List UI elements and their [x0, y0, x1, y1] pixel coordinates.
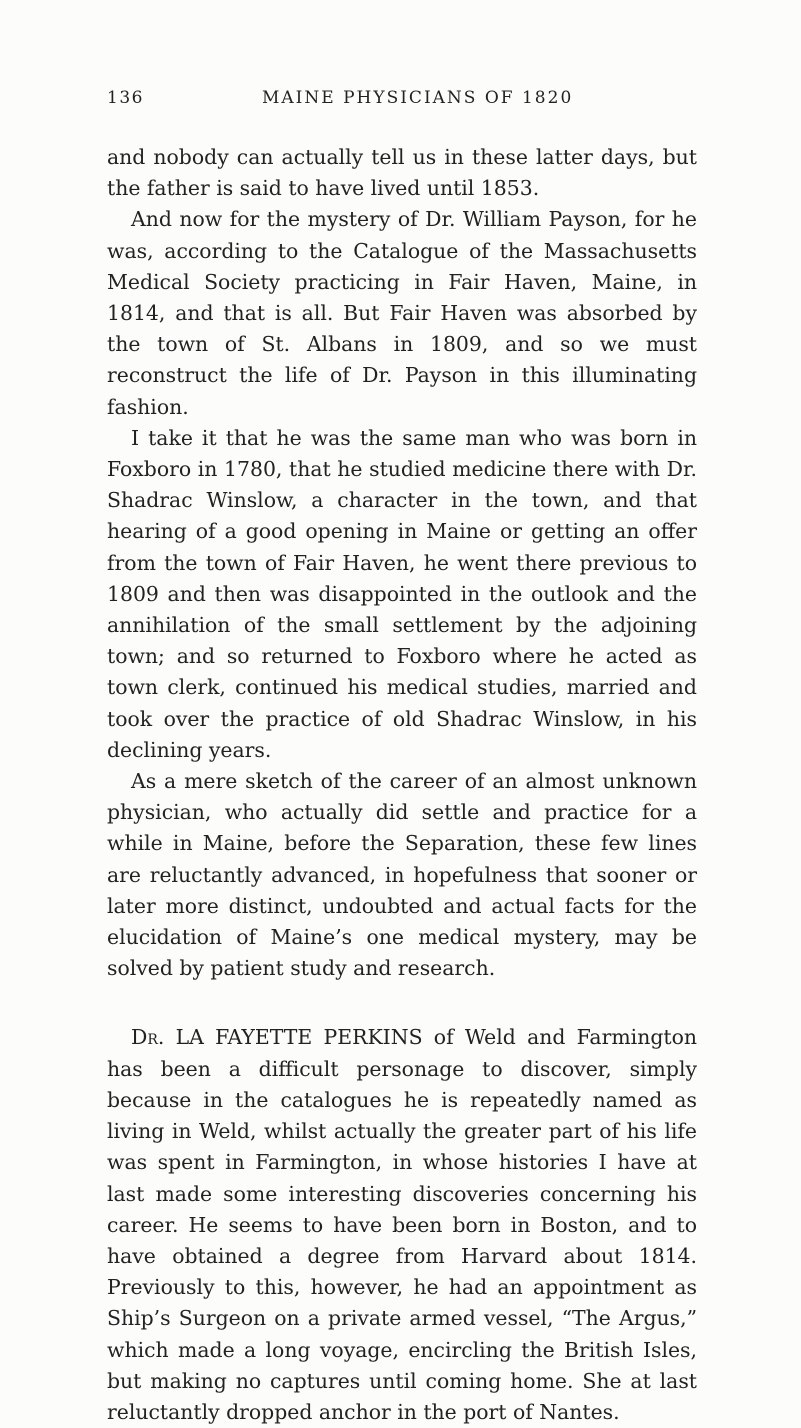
paragraph-perkins-text: of Weld and Farmington has been a difficult personage to discover, simply because in the catalogues he is repeatedly named as living in Weld, whilst actually the greater part of his life was spent in Farmington, in whose histories I have at last made some interesting discoveries concerning his career. He seems to have been born in Boston, and to have obtained a degree from Harvard about 1814. Previously to this, however, he had an appointment as Ship’s Surgeon on a private armed vessel, “The Argus,” which made a long voyage, encircling the British Isles, but making no captures until coming home. She at last reluctantly dropped anchor in the port of Nantes.	[107, 1025, 697, 1424]
paragraph-1: and nobody can actually tell us in these latter days, but the father is said to have lived until 1853.	[107, 145, 697, 201]
paragraph-perkins	[107, 1022, 697, 1428]
physician-name: Dr. LA FAYETTE PERKINS	[131, 1025, 423, 1050]
paragraph-3: I take it that he was the same man who was born in Foxboro in 1780, that he studied medicine there with Dr. Shadrac Winslow, a character in the town, and that hearing of a good opening in Maine or getting an offer from the town of Fair Haven, he went there previous to 1809 and then was disappointed in the outlook and the annihilation of the small settlement by the adjoining town; and so returned to Foxboro where he acted as town clerk, continued his medical studies, married and took over the practice of old Shadrac Winslow, in his declining years.	[107, 425, 697, 762]
body-text	[107, 142, 697, 1428]
section-gap	[107, 984, 697, 1022]
running-title: MAINE PHYSICIANS OF 1820	[262, 88, 574, 108]
page-number: 136	[107, 88, 144, 108]
running-head	[107, 88, 707, 112]
paragraph-4: As a mere sketch of the career of an almost unknown physician, who actually did settle and practice for a while in Maine, before the Separation, these few lines are reluctantly advanced, in hopefulness that sooner or later more distinct, undoubted and actual facts for the elucidation of Maine’s one medical mystery, may be solved by patient study and research.	[107, 769, 697, 981]
paragraph-2: And now for the mystery of Dr. William Payson, for he was, according to the Catalogue of the Massachusetts Medical Society practicing in Fair Haven, Maine, in 1814, and that is all. But Fair Haven was absorbed by the town of St. Albans in 1809, and so we must reconstruct the life of Dr. Payson in this illuminating fashion.	[107, 207, 697, 419]
